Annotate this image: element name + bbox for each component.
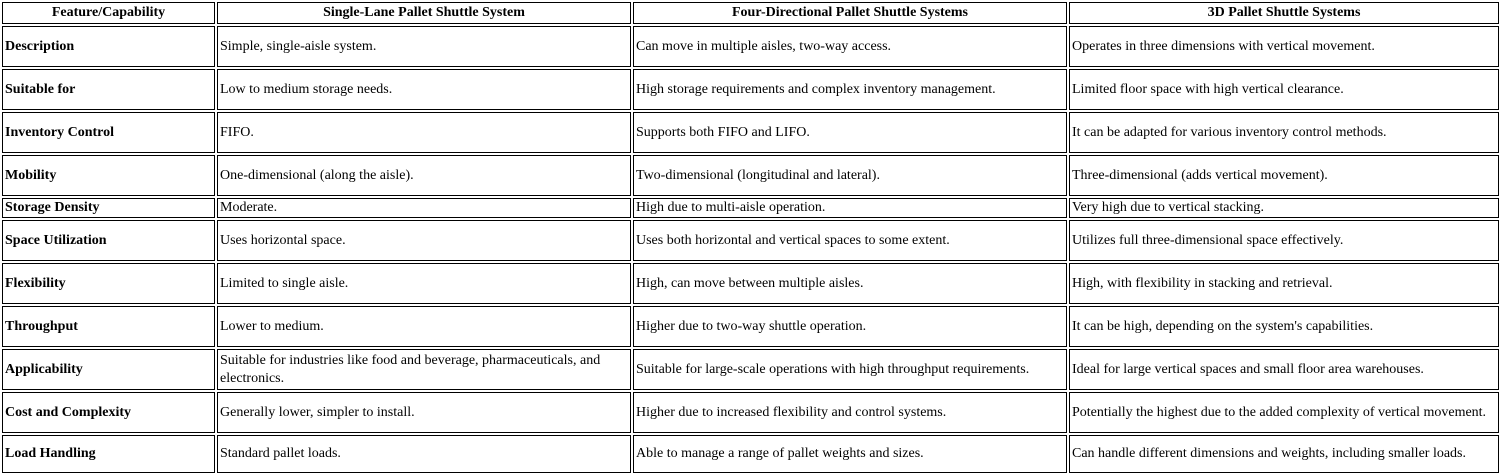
row-label: Applicability	[2, 349, 215, 390]
table-row	[2, 306, 1499, 347]
table-cell: It can be adapted for various inventory control methods.	[1069, 112, 1499, 153]
table-row	[2, 198, 1499, 218]
table-cell: Utilizes full three-dimensional space effectively.	[1069, 220, 1499, 261]
row-label: Space Utilization	[2, 220, 215, 261]
header-3d: 3D Pallet Shuttle Systems	[1069, 2, 1499, 24]
table-cell: Ideal for large vertical spaces and small floor area warehouses.	[1069, 349, 1499, 390]
table-cell: Standard pallet loads.	[217, 435, 631, 473]
table-row	[2, 155, 1499, 196]
table-cell: Two-dimensional (longitudinal and lateral).	[633, 155, 1067, 196]
table-cell: Uses horizontal space.	[217, 220, 631, 261]
table-row	[2, 263, 1499, 304]
table-cell: One-dimensional (along the aisle).	[217, 155, 631, 196]
header-row	[2, 2, 1499, 24]
row-label: Inventory Control	[2, 112, 215, 153]
table-row	[2, 26, 1499, 67]
table-cell: Higher due to two-way shuttle operation.	[633, 306, 1067, 347]
table-row	[2, 112, 1499, 153]
table-cell: Simple, single-aisle system.	[217, 26, 631, 67]
table-cell: Suitable for large-scale operations with high throughput requirements.	[633, 349, 1067, 390]
header-feature: Feature/Capability	[2, 2, 215, 24]
table-cell: Uses both horizontal and vertical spaces to some extent.	[633, 220, 1067, 261]
table-cell: Potentially the highest due to the added complexity of vertical movement.	[1069, 392, 1499, 433]
header-four-directional: Four-Directional Pallet Shuttle Systems	[633, 2, 1067, 24]
row-label: Cost and Complexity	[2, 392, 215, 433]
row-label: Mobility	[2, 155, 215, 196]
table-row	[2, 69, 1499, 110]
table-cell: Very high due to vertical stacking.	[1069, 198, 1499, 218]
table-cell: Lower to medium.	[217, 306, 631, 347]
row-label: Storage Density	[2, 198, 215, 218]
table-cell: Supports both FIFO and LIFO.	[633, 112, 1067, 153]
table-cell: Suitable for industries like food and beverage, pharmaceuticals, and electronics.	[217, 349, 631, 390]
table-cell: Moderate.	[217, 198, 631, 218]
table-cell: High due to multi-aisle operation.	[633, 198, 1067, 218]
table-cell: High, with flexibility in stacking and retrieval.	[1069, 263, 1499, 304]
table-cell: Able to manage a range of pallet weights and sizes.	[633, 435, 1067, 473]
table-row	[2, 392, 1499, 433]
table-cell: Limited to single aisle.	[217, 263, 631, 304]
row-label: Flexibility	[2, 263, 215, 304]
row-label: Throughput	[2, 306, 215, 347]
table-cell: Can handle different dimensions and weights, including smaller loads.	[1069, 435, 1499, 473]
table-cell: Higher due to increased flexibility and control systems.	[633, 392, 1067, 433]
table-cell: Three-dimensional (adds vertical movement).	[1069, 155, 1499, 196]
table-cell: High storage requirements and complex inventory management.	[633, 69, 1067, 110]
row-label: Load Handling	[2, 435, 215, 473]
row-label: Suitable for	[2, 69, 215, 110]
table-cell: FIFO.	[217, 112, 631, 153]
table-cell: Can move in multiple aisles, two-way access.	[633, 26, 1067, 67]
table-cell: Generally lower, simpler to install.	[217, 392, 631, 433]
table-cell: High, can move between multiple aisles.	[633, 263, 1067, 304]
table-cell: Limited floor space with high vertical clearance.	[1069, 69, 1499, 110]
header-single-lane: Single-Lane Pallet Shuttle System	[217, 2, 631, 24]
table-row	[2, 435, 1499, 473]
table-cell: It can be high, depending on the system's capabilities.	[1069, 306, 1499, 347]
table-row	[2, 349, 1499, 390]
table-cell: Low to medium storage needs.	[217, 69, 631, 110]
row-label: Description	[2, 26, 215, 67]
table-cell: Operates in three dimensions with vertical movement.	[1069, 26, 1499, 67]
table-row	[2, 220, 1499, 261]
